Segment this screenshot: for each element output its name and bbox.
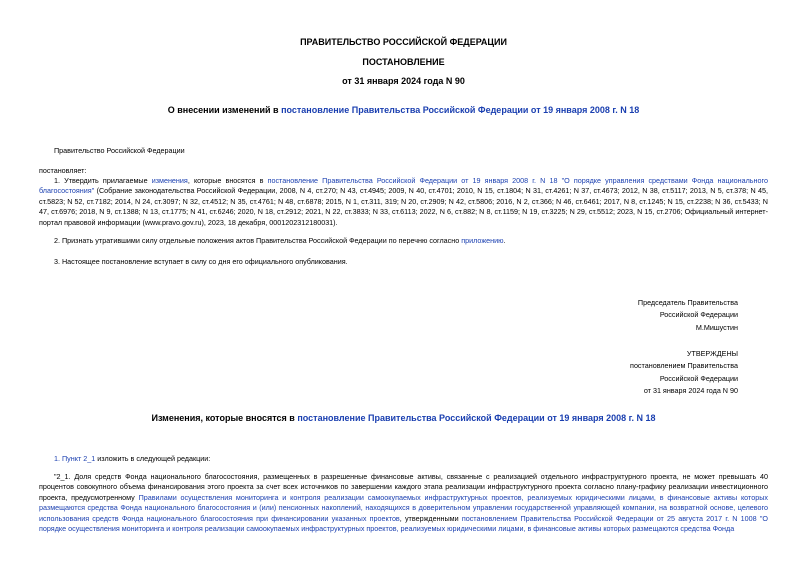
decrees-line: постановляет: — [39, 166, 87, 175]
item-1-text-a: 1. Утвердить прилагаемые — [54, 176, 152, 185]
document-type-heading: ПОСТАНОВЛЕНИЕ — [362, 57, 445, 67]
quoted-paragraph — [39, 472, 768, 564]
approval-date: от 31 января 2024 года N 90 — [643, 386, 738, 396]
signature-block — [638, 297, 738, 334]
item-1-paragraph — [39, 176, 768, 228]
signature-country: Российской Федерации — [659, 310, 738, 320]
monitoring-rules-link[interactable]: Правилами осуществления мониторинга и контроля реализации самоокупаемых инфраструктурных проектов, реализуемых юридическими лицами, в финансовые активы которых размещаются средства Фонда национального благосостояния и (или) пенсионных накоплений, находящихся в доверительном управлении государственной управляющей компании, на возвратной основе, целевого использования средств Фонда национального благосостояния при финансировании указанных проектов — [39, 492, 768, 523]
item-2-text-b: . — [503, 236, 506, 245]
changes-title-link[interactable]: постановление Правительства Российской Федерации от 19 января 2008 г. N 18 — [297, 413, 656, 423]
approval-block — [630, 348, 738, 398]
item-1-decree-link[interactable]: постановление Правительства Российской Федерации от 19 января 2008 г. N 18 "О порядке управления средствами Фонда национального благосостояния" — [39, 176, 768, 196]
item-2-appendix-link[interactable]: приложению — [461, 236, 504, 245]
item-2-text-a: 2. Признать утратившими силу отдельные положения актов Правительства Российской Федерации по перечню согласно — [54, 236, 462, 245]
point-1-text: изложить в следующей редакции: — [95, 454, 211, 463]
government-heading: ПРАВИТЕЛЬСТВО РОССИЙСКОЙ ФЕДЕРАЦИИ — [300, 37, 507, 47]
item-3-paragraph: 3. Настоящее постановление вступает в силу со дня его официального опубликования. — [54, 257, 348, 266]
quote-text-b: , утвержденными — [399, 513, 462, 523]
item-2-paragraph — [54, 236, 506, 246]
signature-name: М.Мишустин — [695, 322, 738, 332]
decree-1008-link[interactable]: постановлением Правительства Российской Федерации от 25 августа 2017 г. N 1008 "О порядке осуществления мониторинга и контроля реализации самоокупаемых инфраструктурных проектов, реализуемых юридическими лицами, в финансовые активы которых размещаются средства Фонда — [39, 513, 768, 534]
point-2-1-link[interactable]: 1. Пункт 2_1 — [54, 454, 96, 463]
government-line: Правительство Российской Федерации — [54, 146, 185, 155]
quote-text-a: "2_1. Доля средств Фонда национального благосостояния, размещенных в разрешенные финансовые активы, связанные с реализацией отдельного инфраструктурного проекта, не может превышать 40 процентов совокупного объема финансирования этого проекта за счет всех источников по завершении каждого этапа реализации инфраструктурного проекта согласно плану-графику реализации инвестиционного проекта, предусмотренному — [39, 472, 768, 502]
item-1-text-b: , которые вносятся в — [187, 176, 268, 185]
approval-country: Российской Федерации — [659, 373, 738, 383]
approval-by: постановлением Правительства — [630, 361, 738, 371]
item-1-text-c: (Собрание законодательства Российской Федерации, 2008, N 4, ст.270; N 43, ст.4945; 2009, N 40, ст.4701; 2010, N 15, ст.1804; N 31, ст.4261; N 37, ст.4673; 2012, N 38, ст.5117; 2013, N 5, ст.378; N 45, ст.5823; N 52, ст.7182; 2014, N 24, ст.3097; N 32, ст.4512; N 35, ст.4761; N 48, ст.6878; 2015, N 1, ст.311, 319; N 20, ст.2909; N 42, ст.5806; 2016, N 2, ст.366; N 46, ст.6461; 2017, N 8, ст.1245; N 15, ст.2238; N 36, ст.5433; N 47, ст.6976; 2018, N 9, ст.1388; N 13, ст.1775; N 41, ст.6246; 2020, N 18, ст.2912; 2021, N 22, ст.3833; N 33, ст.6113; 2022, N 6, ст.882; N 8, ст.1159; N 19, ст.3225; N 29, ст.5512; 2023, N 15, ст.2706; Официальный интернет-портал правовой информации (www.pravo.gov.ru), 2023, 18 декабря, 0001202312180031). — [39, 186, 768, 227]
changes-title — [0, 413, 807, 423]
signature-position: Председатель Правительства — [637, 298, 738, 307]
approval-heading: УТВЕРЖДЕНЫ — [686, 349, 738, 358]
point-1-paragraph — [54, 454, 210, 464]
subject-link[interactable]: постановление Правительства Российской Федерации от 19 января 2008 г. N 18 — [281, 105, 640, 115]
changes-title-prefix: Изменения, которые вносятся в — [151, 413, 298, 423]
item-1-changes-link[interactable]: изменения — [151, 176, 188, 185]
subject-prefix: О внесении изменений в — [167, 105, 282, 115]
subject-title — [0, 105, 807, 115]
date-number-heading: от 31 января 2024 года N 90 — [342, 76, 465, 86]
